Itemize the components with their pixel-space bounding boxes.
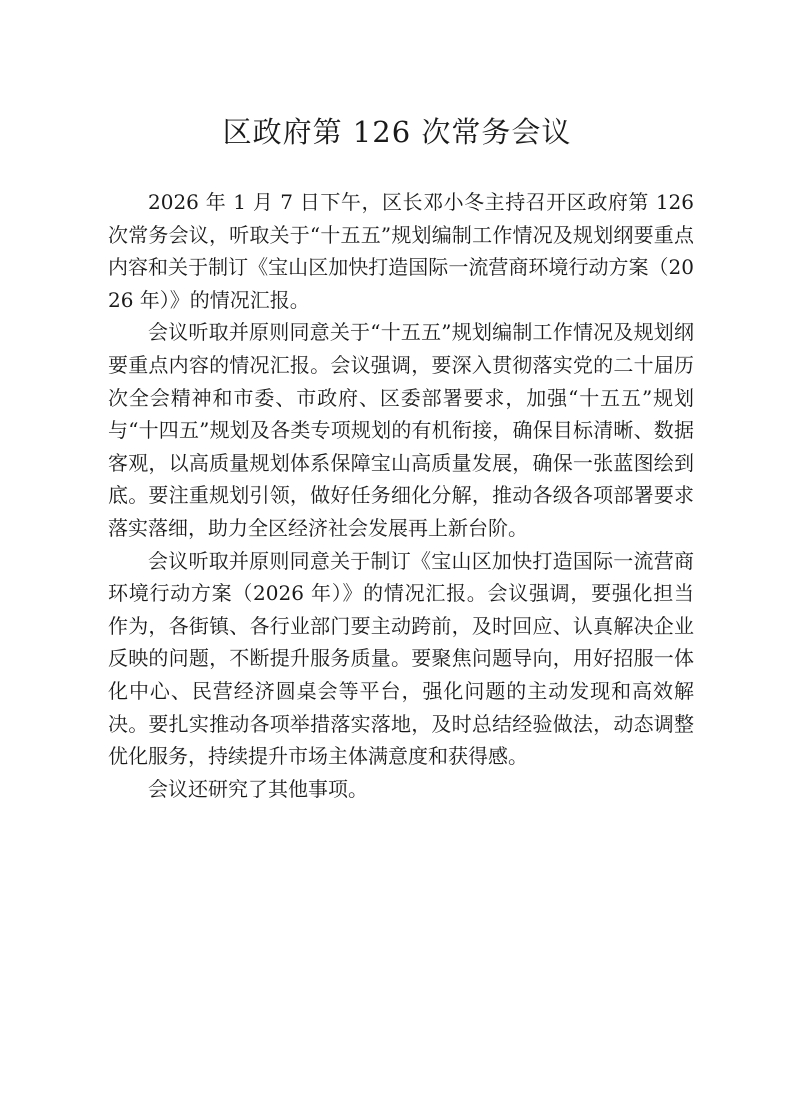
document-title: 区政府第 126 次常务会议 (222, 115, 572, 149)
paragraph-business-environment: 会议听取并原则同意关于制订《宝山区加快打造国际一流营商环境行动方案（2026 年）》的情况汇报。会议强调，要强化担当作为，各街镇、各行业部门要主动跨前，及时回应、认真解决企业反映的问题，不断提升服务质量。要聚焦问题导向，用好招服一体化中心、民营经济圆桌会等平台，强化问题的主动发现和高效解决。要扎实推动各项举措落实落地，及时总结经验做法，动态调整优化服务，持续提升市场主体满意度和获得感。 (108, 548, 694, 769)
paragraph-other-matters: 会议还研究了其他事项。 (148, 776, 368, 801)
paragraph-meeting-intro: 2026 年 1 月 7 日下午，区长邓小冬主持召开区政府第 126 次常务会议，听取关于“十五五”规划编制工作情况及规划纲要重点内容和关于制订《宝山区加快打造国际一流营商环境行动方案（2026 年）》的情况汇报。 (108, 190, 694, 312)
paragraph-plan-report: 会议听取并原则同意关于“十五五”规划编制工作情况及规划纲要重点内容的情况汇报。会议强调，要深入贯彻落实党的二十届历次全会精神和市委、市政府、区委部署要求，加强“十五五”规划与“十四五”规划及各类专项规划的有机衔接，确保目标清晰、数据客观，以高质量规划体系保障宝山高质量发展，确保一张蓝图绘到底。要注重规划引领，做好任务细化分解，推动各级各项部署要求落实落细，助力全区经济社会发展再上新台阶。 (108, 320, 694, 540)
document-body (108, 186, 694, 805)
